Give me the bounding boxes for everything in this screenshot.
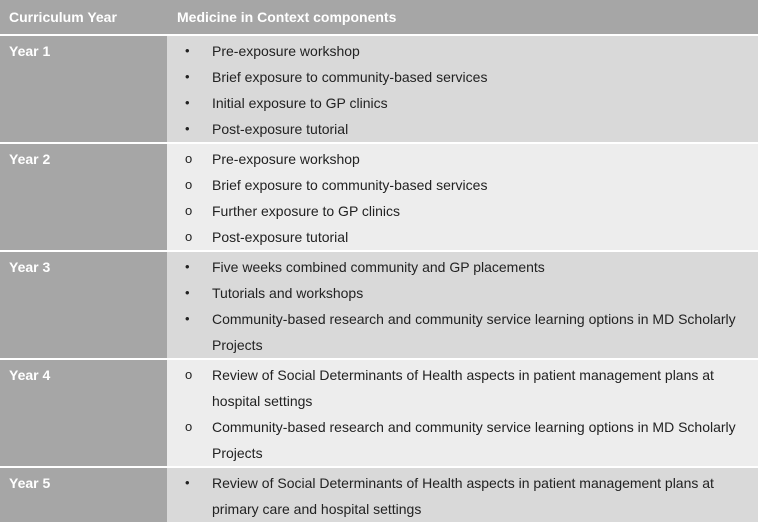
list-item: o Pre-exposure workshop bbox=[167, 146, 758, 172]
header-components: Medicine in Context components bbox=[167, 0, 758, 35]
bullet-icon: • bbox=[185, 43, 190, 58]
list-item: • Community-based research and community service learning options in MD Scholarly Projects bbox=[167, 306, 758, 358]
list-item: o Community-based research and community service learning options in MD Scholarly Projects bbox=[167, 414, 758, 466]
list-item: • Pre-exposure workshop bbox=[167, 38, 758, 64]
bullet-icon: • bbox=[185, 69, 190, 84]
components-cell bbox=[167, 251, 758, 359]
table-row-year-1 bbox=[0, 35, 758, 143]
year-label: Year 4 bbox=[0, 359, 167, 467]
list-item: o Post-exposure tutorial bbox=[167, 224, 758, 250]
bullet-icon: • bbox=[185, 311, 190, 326]
year-label: Year 1 bbox=[0, 35, 167, 143]
list-item: • Tutorials and workshops bbox=[167, 280, 758, 306]
list-item: o Brief exposure to community-based services bbox=[167, 172, 758, 198]
circle-bullet-icon: o bbox=[185, 177, 193, 192]
circle-bullet-icon: o bbox=[185, 229, 193, 244]
bullet-icon: • bbox=[185, 121, 190, 136]
list-item: • Post-exposure tutorial bbox=[167, 116, 758, 142]
list-item: o Further exposure to GP clinics bbox=[167, 198, 758, 224]
table-row-year-3 bbox=[0, 251, 758, 359]
year-label: Year 2 bbox=[0, 143, 167, 251]
table-row-year-4 bbox=[0, 359, 758, 467]
circle-bullet-icon: o bbox=[185, 151, 193, 166]
list-item: • Initial exposure to GP clinics bbox=[167, 90, 758, 116]
circle-bullet-icon: o bbox=[185, 419, 193, 434]
circle-bullet-icon: o bbox=[185, 203, 193, 218]
table-header-row bbox=[0, 0, 758, 35]
list-item: • Five weeks combined community and GP placements bbox=[167, 254, 758, 280]
components-cell bbox=[167, 359, 758, 467]
list-item: • Review of Social Determinants of Health aspects in patient management plans at primary care and hospital settings bbox=[167, 470, 758, 522]
table-row-year-2 bbox=[0, 143, 758, 251]
circle-bullet-icon: o bbox=[185, 367, 193, 382]
bullet-icon: • bbox=[185, 475, 190, 490]
year-label: Year 3 bbox=[0, 251, 167, 359]
list-item: o Review of Social Determinants of Health aspects in patient management plans at hospital settings bbox=[167, 362, 758, 414]
list-item: • Brief exposure to community-based services bbox=[167, 64, 758, 90]
bullet-icon: • bbox=[185, 285, 190, 300]
bullet-icon: • bbox=[185, 259, 190, 274]
components-cell bbox=[167, 143, 758, 251]
year-label: Year 5 bbox=[0, 467, 167, 523]
header-curriculum-year: Curriculum Year bbox=[0, 0, 167, 35]
bullet-icon: • bbox=[185, 95, 190, 110]
components-cell bbox=[167, 35, 758, 143]
